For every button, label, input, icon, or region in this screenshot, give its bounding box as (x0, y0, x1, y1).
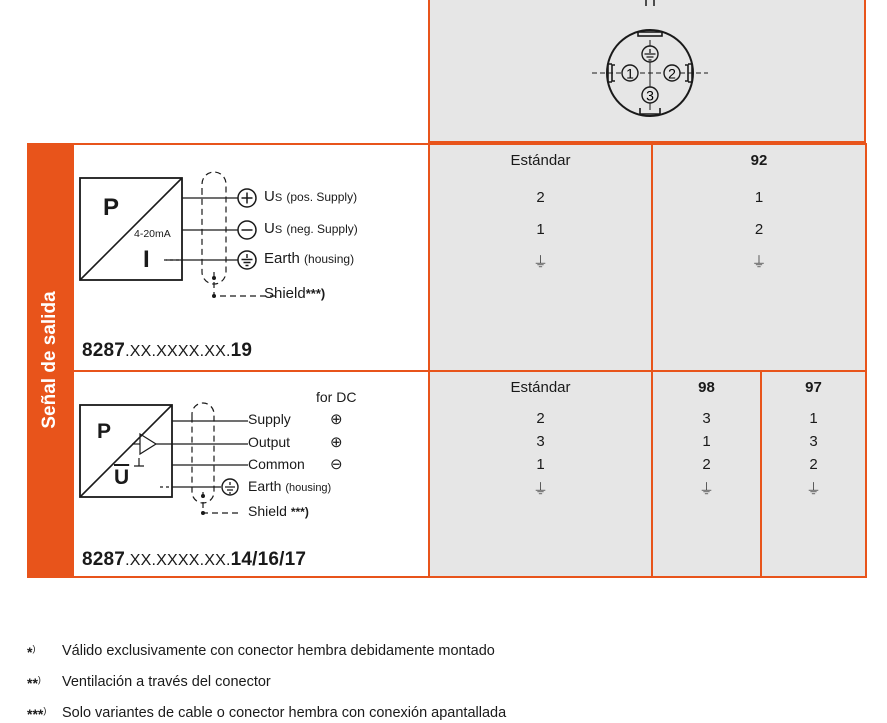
row1-col2-value-2: 2 (754, 221, 764, 238)
row2-col2-value-1: 3 (702, 410, 711, 427)
row2-col1-header: Estándar (510, 379, 571, 396)
row2-col3-value-3: 2 (809, 456, 818, 473)
col-divider-main (428, 143, 430, 578)
row1-col2-header: 92 (750, 152, 768, 169)
earth-circle-icon (222, 479, 238, 495)
row2-col-divider-2 (760, 370, 762, 578)
row2-col1-value-2: 3 (536, 433, 545, 450)
row2-terminal-common: Common (248, 456, 305, 472)
plus-circle-icon: ⊕ (330, 411, 343, 428)
row2-terminal-output: Output (248, 434, 291, 450)
row1-shield-label: Shield***) (264, 285, 326, 302)
row2-col1-value-3: 1 (536, 456, 545, 473)
row1-I-label: I (143, 246, 150, 273)
row1-terminal-2: US (neg. Supply) (264, 220, 358, 237)
row1-P-label: P (103, 194, 120, 221)
earth-circle-icon (238, 251, 256, 269)
row1-col1-value-2: 1 (536, 221, 545, 238)
row2-col2-value-2: 1 (702, 433, 711, 450)
row2-P-label: P (97, 420, 112, 443)
connector-pin-diagram (580, 0, 720, 135)
row1-col1-header: Estándar (510, 152, 571, 169)
row2-col3-value-2: 3 (809, 433, 818, 450)
footnote-3: ***) Solo variantes de cable o conector hembra con conexión apantallada (27, 705, 507, 722)
row1-signal-label: 4-20mA (134, 228, 171, 240)
pin-1-label: 1 (626, 65, 634, 82)
row2-values-cell (430, 372, 865, 576)
footnote-1: *) Válido exclusivamente con conector hembra debidamente montado (27, 643, 495, 660)
row1-col2-ground-icon: ⏚ (751, 254, 767, 271)
row2-col2-value-3: 2 (702, 456, 711, 473)
footnote-2: **) Ventilación a través del conector (27, 674, 271, 691)
row2-shield-label: Shield ***) (248, 503, 309, 519)
row1-terminal-1: US (pos. Supply) (264, 188, 358, 205)
row2-for-dc: for DC (316, 389, 357, 405)
row2-col3-ground-icon: ⏚ (805, 481, 821, 498)
plus-circle-icon: ⊕ (330, 434, 343, 451)
row2-col2-header: 98 (698, 379, 715, 396)
row2-col3-header: 97 (805, 379, 822, 396)
pin-2-label: 2 (668, 65, 676, 82)
row2-earth-label: Earth (housing) (248, 478, 332, 494)
side-label: Señal de salida (39, 291, 60, 429)
row2-col1-ground-icon: ⏚ (532, 481, 548, 498)
row2-terminal-supply: Supply (248, 411, 291, 427)
row2-col-divider-1 (651, 370, 653, 578)
ground-pin-icon (642, 46, 658, 62)
minus-circle-icon: ⊖ (330, 456, 343, 473)
row1-terminal-3: Earth (housing) (264, 250, 355, 267)
plus-circle-icon (238, 189, 256, 207)
row1-col1-value-1: 2 (536, 189, 545, 206)
row1-col2-value-1: 1 (754, 189, 764, 206)
row2-col1-value-1: 2 (536, 410, 545, 427)
connector-key-top (638, 32, 662, 36)
row1-col1-ground-icon: ⏚ (532, 254, 548, 271)
row1-model-code: 8287.XX.XXXX.XX.19 (82, 340, 253, 361)
row-divider (74, 370, 867, 372)
minus-circle-icon (238, 221, 256, 239)
row2-U-label: $\overline{U}$ (114, 466, 130, 489)
row2-col2-ground-icon: ⏚ (698, 481, 714, 498)
pin-3-label: 3 (646, 87, 654, 104)
row1-wiring-diagram (76, 160, 426, 310)
row2-model-code: 8287.XX.XXXX.XX.14/16/17 (82, 549, 307, 570)
row2-col3-value-1: 1 (809, 410, 818, 427)
